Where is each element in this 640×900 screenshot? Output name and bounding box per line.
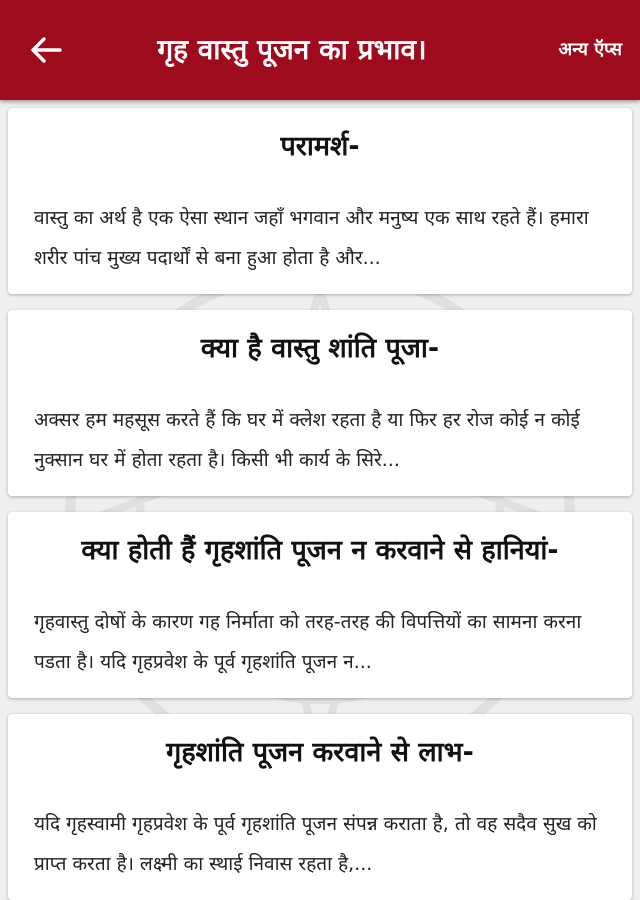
card-title: क्या है वास्तु शांति पूजा-: [200, 333, 440, 364]
card-title: गृहशांति पूजन करवाने से लाभ-: [166, 737, 474, 768]
article-card-2[interactable]: [8, 310, 632, 496]
article-card-1[interactable]: [8, 108, 632, 294]
card-excerpt: वास्तु का अर्थ है एक ऐसा स्थान जहाँ भगवान और मनुष्य एक साथ रहते हैं। हमारा शरीर पांच मुख्य पदार्थों से बना हुआ होता है और...: [34, 207, 589, 269]
other-apps-button[interactable]: अन्य ऍप्स: [558, 39, 622, 60]
arrow-left-icon: [29, 35, 63, 65]
page-title: गृह वास्तु पूजन का प्रभाव।: [157, 33, 427, 66]
card-excerpt: गृहवास्तु दोषों के कारण गह निर्माता को तरह-तरह की विपत्तियों का सामना करना पडता है। यदि गृहप्रवेश के पूर्व गृहशांति पूजन न...: [34, 611, 582, 673]
article-card-3[interactable]: [8, 512, 632, 698]
article-card-4[interactable]: [8, 714, 632, 900]
card-excerpt: यदि गृहस्वामी गृहप्रवेश के पूर्व गृहशांति पूजन संपन्न कराता है, तो वह सदैव सुख को प्राप्त करता है। लक्ष्मी का स्थाई निवास रहता है,...: [34, 813, 597, 875]
card-title: क्या होती हैं गृहशांति पूजन न करवाने से हानियां-: [81, 535, 559, 566]
back-button[interactable]: [22, 28, 70, 72]
article-list[interactable]: [0, 100, 640, 900]
app-bar: [0, 0, 640, 100]
card-title: परामर्श-: [280, 131, 360, 162]
card-excerpt: अक्सर हम महसूस करते हैं कि घर में क्लेश रहता है या फिर हर रोज कोई न कोई नुक्सान घर में होता रहता है। किसी भी कार्य के सिरे...: [34, 409, 580, 471]
